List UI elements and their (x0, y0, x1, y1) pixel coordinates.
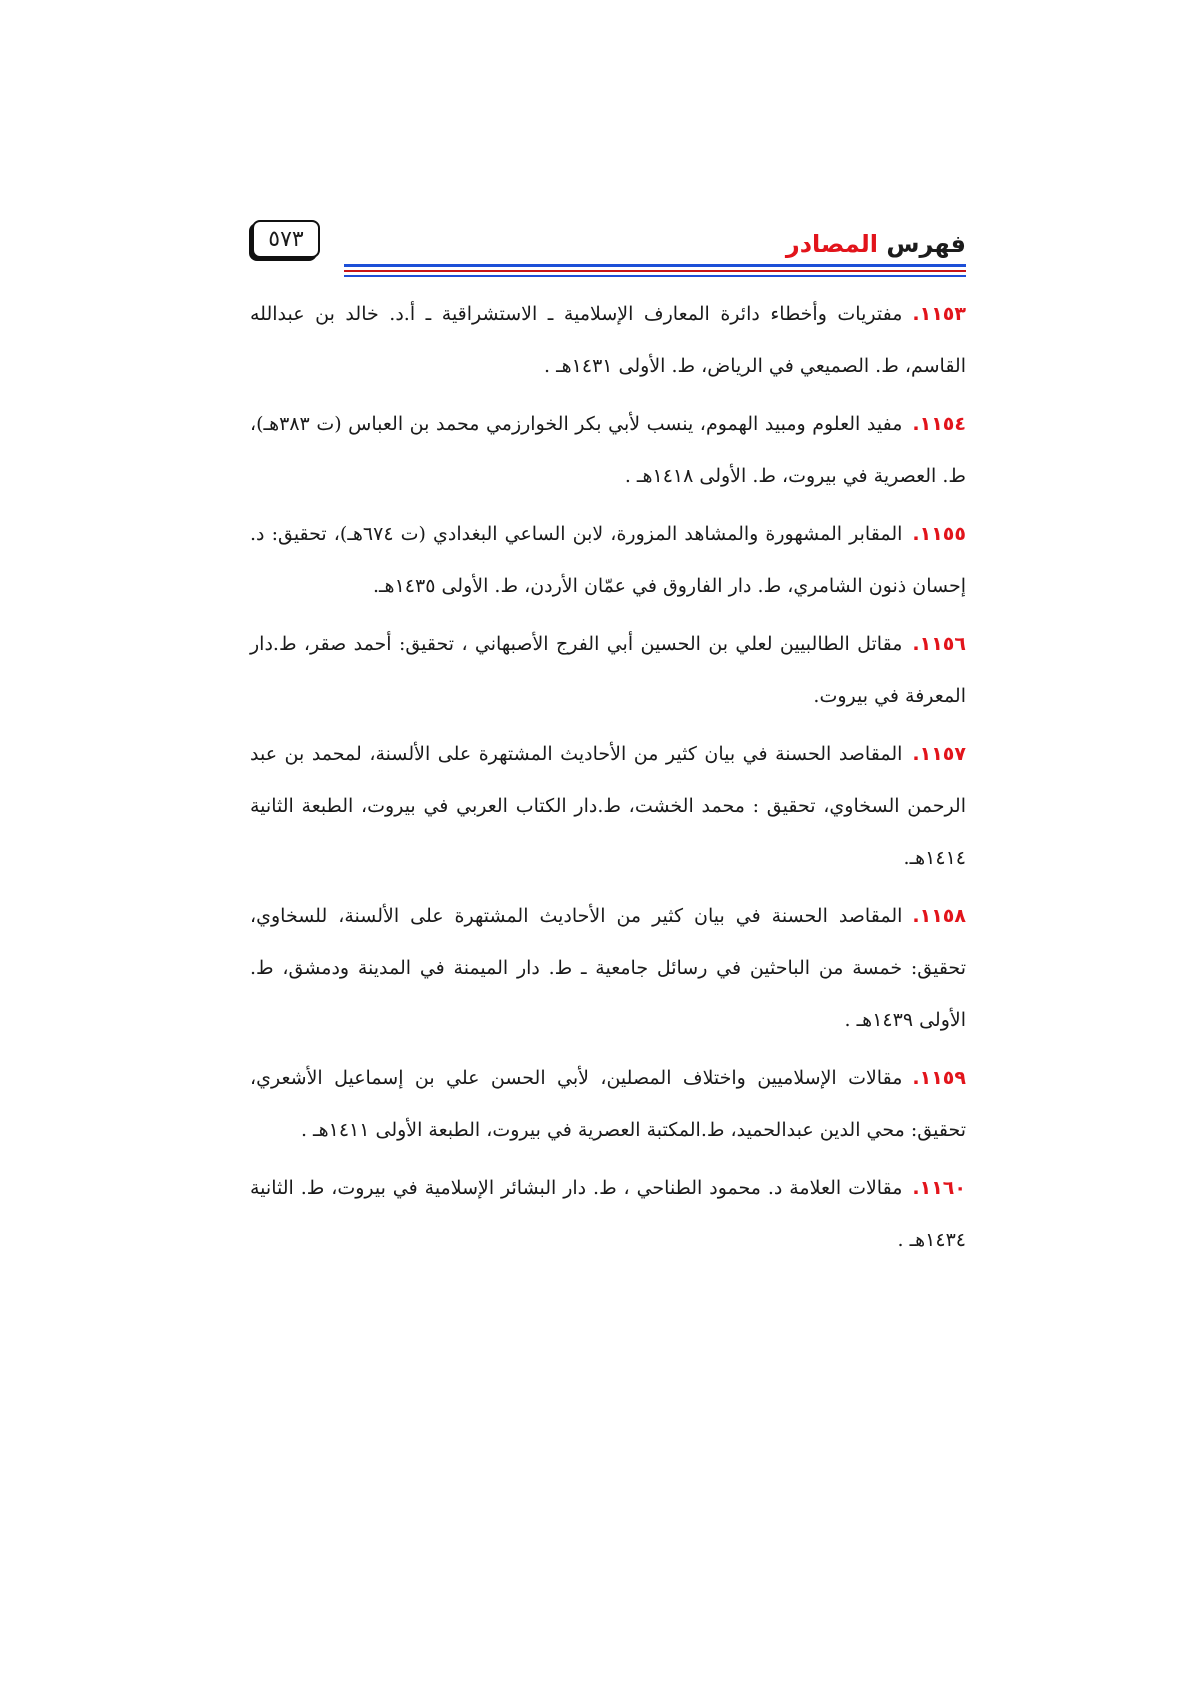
entry-text: مقالات العلامة د. محمود الطناحي ، ط. دار البشائر الإسلامية في بيروت، ط. الثانية ١٤٣٤هـ . (250, 1177, 966, 1251)
entry-text: المقاصد الحسنة في بيان كثير من الأحاديث المشتهرة على الألسنة، للسخاوي، تحقيق: خمسة من الباحثين في رسائل جامعية ـ ط. دار الميمنة في المدينة ودمشق، ط. الأولى ١٤٣٩هـ . (250, 905, 966, 1031)
bibliography-entry (250, 728, 966, 884)
entry-text: المقاصد الحسنة في بيان كثير من الأحاديث المشتهرة على الألسنة، لمحمد بن عبد الرحمن السخاوي، تحقيق : محمد الخشت، ط.دار الكتاب العربي في بيروت، الطبعة الثانية ١٤١٤هـ. (250, 743, 966, 869)
running-header-title (786, 230, 966, 258)
header-rule-red (344, 270, 966, 272)
header-rule-blue-2 (344, 275, 966, 277)
header-rule (344, 264, 966, 277)
entry-number: ١١٥٣. (912, 303, 966, 325)
entry-text: مفيد العلوم ومبيد الهموم، ينسب لأبي بكر الخوارزمي محمد بن العباس (ت ٣٨٣هـ)، ط. العصرية في بيروت، ط. الأولى ١٤١٨هـ . (250, 413, 966, 487)
bibliography-entry (250, 1162, 966, 1266)
header-rule-blue (344, 264, 966, 267)
bibliography-entry (250, 618, 966, 722)
entry-number: ١١٥٦. (912, 633, 966, 655)
entry-text: مقالات الإسلاميين واختلاف المصلين، لأبي الحسن علي بن إسماعيل الأشعري، تحقيق: محي الدين عبدالحميد، ط.المكتبة العصرية في بيروت، الطبعة الأولى ١٤١١هـ . (250, 1067, 966, 1141)
page-header (252, 220, 966, 280)
entry-number: ١١٥٤. (912, 413, 966, 435)
entry-text: المقابر المشهورة والمشاهد المزورة، لابن الساعي البغدادي (ت ٦٧٤هـ)، تحقيق: د. إحسان ذنون الشامري، ط. دار الفاروق في عمّان الأردن، ط. الأولى ١٤٣٥هـ. (250, 523, 966, 597)
header-title-word-1: فهرس (886, 230, 966, 258)
entry-number: ١١٥٥. (912, 523, 966, 545)
header-title-word-2: المصادر (785, 230, 879, 258)
entry-number: ١١٦٠. (912, 1177, 966, 1199)
entry-text: مفتريات وأخطاء دائرة المعارف الإسلامية ـ الاستشراقية ـ أ.د. خالد بن عبدالله القاسم، ط. الصميعي في الرياض، ط. الأولى ١٤٣١هـ . (250, 303, 966, 377)
entry-number: ١١٥٧. (912, 743, 966, 765)
entry-text: مقاتل الطالبيين لعلي بن الحسين أبي الفرج الأصبهاني ، تحقيق: أحمد صقر، ط.دار المعرفة في بيروت. (250, 633, 966, 707)
bibliography-entry (250, 1052, 966, 1156)
bibliography-entry (250, 890, 966, 1046)
bibliography-entry (250, 508, 966, 612)
bibliography-list (250, 288, 966, 1272)
bibliography-entry (250, 398, 966, 502)
page-number: ٥٧٣ (252, 220, 320, 258)
entry-number: ١١٥٩. (912, 1067, 966, 1089)
entry-number: ١١٥٨. (912, 905, 966, 927)
bibliography-entry (250, 288, 966, 392)
